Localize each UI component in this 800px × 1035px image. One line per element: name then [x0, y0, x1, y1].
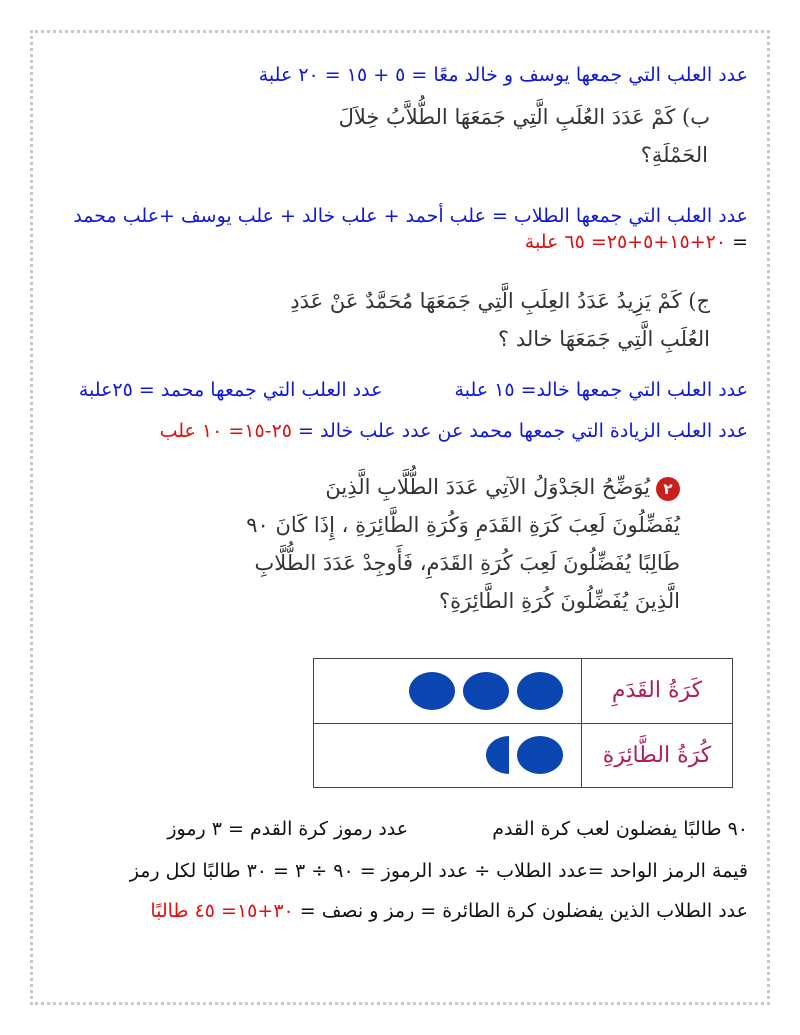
answer-c-difference-result: ٢٥-١٥= ١٠ علب — [159, 420, 292, 442]
half-circle-symbol — [486, 736, 509, 774]
question-2-line3: طَالِبًا يُفَضِّلُونَ لَعِبَ كُرَةِ القَدَمِ، فَأَوجِدْ عَدَدَ الطُّلَّابِ — [254, 551, 680, 575]
table-row — [314, 659, 733, 724]
answer-a-text: عدد العلب التي جمعها يوسف و خالد معًا = ٥ + ١٥ = ٢٠ علبة — [258, 64, 748, 86]
row-symbols-football — [314, 659, 582, 724]
answer-2-line1 — [52, 816, 748, 842]
answer-2-line3 — [52, 898, 748, 924]
answer-2-students: ٩٠ طالبًا يفضلون لعب كرة القدم — [492, 818, 748, 840]
answer-2-line2: قيمة الرمز الواحد =عدد الطلاب ÷ عدد الرموز = ٩٠ ÷ ٣ = ٣٠ طالبًا لكل رمز — [129, 860, 748, 882]
answer-b-line2 — [52, 229, 748, 255]
row-label-football: كَرَةُ القَدَمِ — [582, 659, 733, 724]
answer-c-line2 — [52, 418, 748, 444]
question-2-text1: يُوَضِّحُ الجَدْوَلُ الآتِي عَدَدَ الطُّلَّابِ الَّذِينَ — [325, 475, 650, 499]
answer-2-final-label: عدد الطلاب الذين يفضلون كرة الطائرة = رمز و نصف = — [299, 900, 748, 922]
pictograph-table — [313, 658, 733, 788]
question-b-line2: الحَمْلَةِ؟ — [640, 143, 708, 167]
question-b-line1: ب) كَمْ عَدَدَ العُلَبِ الَّتِي جَمَعَهَا الطُّلاَّبُ خِلاَلَ — [338, 105, 710, 129]
question-c-line2: العُلَبِ الَّتِي جَمَعَهَا خالد ؟ — [498, 327, 710, 351]
answer-2-symbol-count: عدد رموز كرة القدم = ٣ رموز — [167, 818, 409, 840]
answer-c-line1 — [52, 377, 748, 403]
question-number-badge: ٢ — [656, 477, 680, 501]
question-2-line4: الَّذِينَ يُفَضِّلُونَ كُرَةِ الطَّائِرَةِ؟ — [438, 589, 680, 613]
answer-a-line — [52, 62, 748, 88]
circle-symbol — [409, 672, 455, 710]
circle-symbol — [517, 736, 563, 774]
answer-2-final-result: ٣٠+١٥= ٤٥ طالبًا — [150, 900, 294, 922]
question-c-line1: ج) كَمْ يَزِيدُ عَدَدُ العِلَبِ الَّتِي جَمَعَهَا مُحَمَّدٌ عَنْ عَدَدِ — [290, 289, 710, 313]
answer-b-result: ٢٠+١٥+٥+٢٥= ٦٥ علبة — [524, 231, 727, 253]
answer-b-line1: عدد العلب التي جمعها الطلاب = علب أحمد + علب خالد + علب يوسف +علب محمد — [73, 205, 748, 227]
circle-symbol — [463, 672, 509, 710]
answer-c-mohammed: عدد العلب التي جمعها محمد = ٢٥علبة — [78, 379, 383, 401]
question-2-line1 — [325, 468, 680, 506]
row-symbols-volleyball — [314, 723, 582, 788]
circle-symbol — [517, 672, 563, 710]
answer-c-khalid: عدد العلب التي جمعها خالد= ١٥ علبة — [454, 379, 748, 401]
table-row — [314, 723, 733, 788]
answer-c-difference-label: عدد العلب الزيادة التي جمعها محمد عن عدد علب خالد = — [298, 420, 748, 442]
row-label-volleyball: كُرَةُ الطَّائِرَةِ — [582, 723, 733, 788]
answer-b-equals: = — [732, 231, 748, 253]
question-2-line2: يُفَضِّلُونَ لَعِبَ كَرَةِ القَدَمِ وَكُرَةِ الطَّائِرَةِ ، إِذَا كَانَ ٩٠ — [246, 513, 680, 537]
